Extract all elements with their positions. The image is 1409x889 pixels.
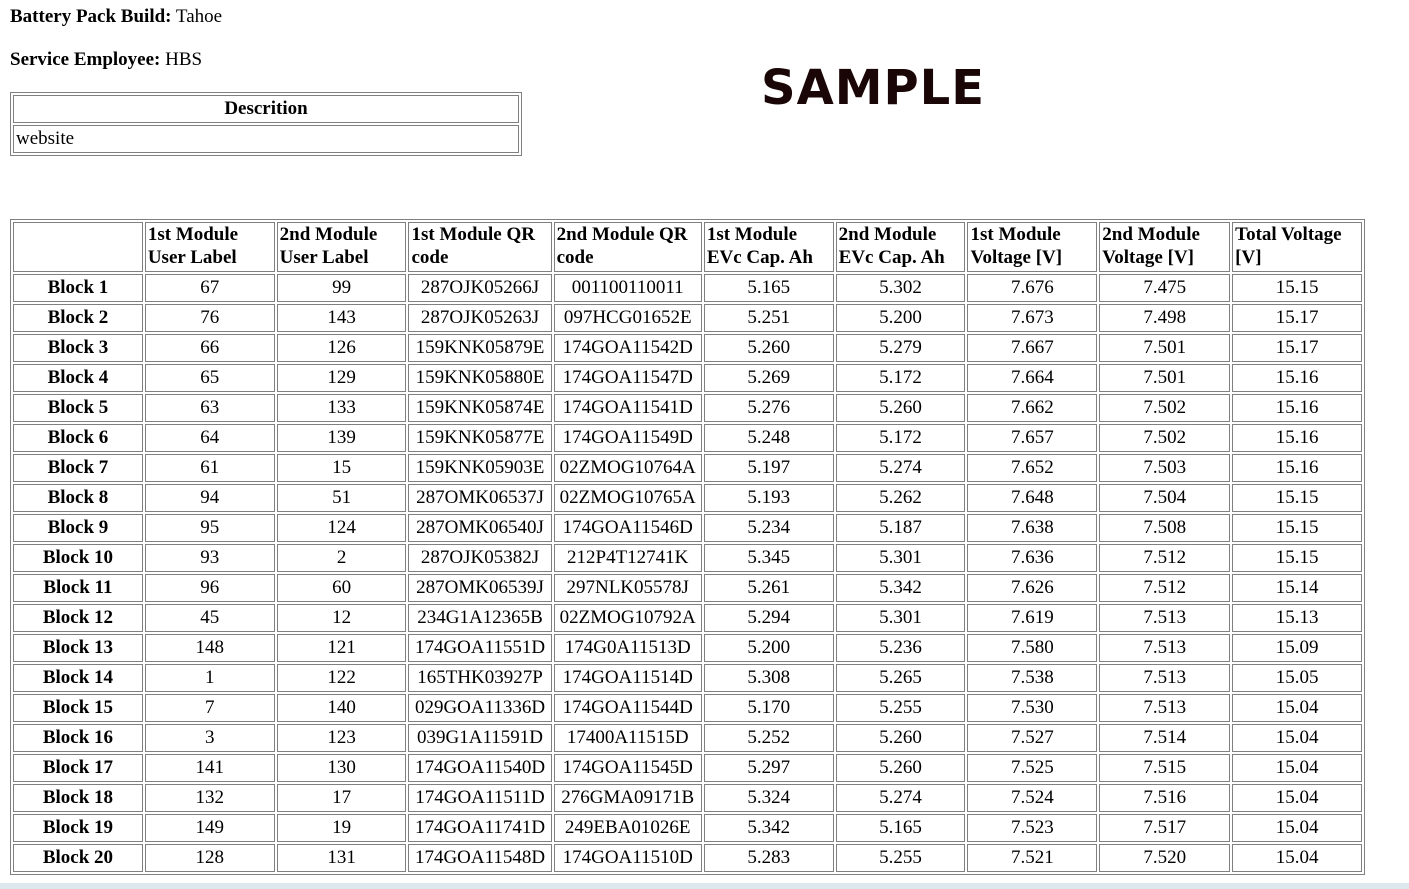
table-cell: 5.165 — [704, 274, 834, 302]
table-cell: 15.15 — [1232, 274, 1362, 302]
table-cell: 7.508 — [1099, 514, 1230, 542]
column-header: 2nd Module Voltage [V] — [1099, 222, 1230, 272]
table-row — [13, 454, 1362, 482]
table-cell: 5.255 — [836, 694, 966, 722]
block-label-cell: Block 18 — [13, 784, 143, 812]
battery-pack-build-value: Tahoe — [175, 6, 223, 27]
table-cell: 7.523 — [967, 814, 1097, 842]
table-cell: 12 — [277, 604, 407, 632]
table-cell: 5.260 — [836, 394, 966, 422]
table-cell: 15.13 — [1232, 604, 1362, 632]
table-cell: 5.197 — [704, 454, 834, 482]
table-cell: 5.260 — [836, 724, 966, 752]
battery-pack-build-line — [10, 6, 222, 28]
table-cell: 5.200 — [704, 634, 834, 662]
table-cell: 5.297 — [704, 754, 834, 782]
table-cell: 45 — [145, 604, 275, 632]
table-cell: 15.17 — [1232, 304, 1362, 332]
table-cell: 67 — [145, 274, 275, 302]
table-cell: 51 — [277, 484, 407, 512]
block-label-cell: Block 5 — [13, 394, 143, 422]
table-cell: 126 — [277, 334, 407, 362]
table-cell: 7.662 — [967, 394, 1097, 422]
table-cell: 7.525 — [967, 754, 1097, 782]
column-header: Total Voltage [V] — [1232, 222, 1362, 272]
table-cell: 5.324 — [704, 784, 834, 812]
table-cell: 7.503 — [1099, 454, 1230, 482]
block-label-cell: Block 11 — [13, 574, 143, 602]
table-cell: 5.345 — [704, 544, 834, 572]
table-row — [13, 574, 1362, 602]
table-cell: 140 — [277, 694, 407, 722]
block-label-cell: Block 9 — [13, 514, 143, 542]
table-cell: 234G1A12365B — [408, 604, 551, 632]
table-cell: 7.515 — [1099, 754, 1230, 782]
table-cell: 15.17 — [1232, 334, 1362, 362]
table-cell: 159KNK05880E — [408, 364, 551, 392]
block-label-cell: Block 3 — [13, 334, 143, 362]
block-label-cell: Block 19 — [13, 814, 143, 842]
table-cell: 5.279 — [836, 334, 966, 362]
table-cell: 7.652 — [967, 454, 1097, 482]
table-cell: 130 — [277, 754, 407, 782]
table-cell: 029GOA11336D — [408, 694, 551, 722]
table-cell: 7.580 — [967, 634, 1097, 662]
table-row — [13, 334, 1362, 362]
table-cell: 5.255 — [836, 844, 966, 872]
column-header: 1st Module EVc Cap. Ah — [704, 222, 834, 272]
table-cell: 249EBA01026E — [554, 814, 702, 842]
table-row — [13, 754, 1362, 782]
block-label-cell: Block 1 — [13, 274, 143, 302]
table-cell: 7.673 — [967, 304, 1097, 332]
table-cell: 7.530 — [967, 694, 1097, 722]
table-cell: 15.16 — [1232, 454, 1362, 482]
table-cell: 129 — [277, 364, 407, 392]
table-cell: 66 — [145, 334, 275, 362]
table-cell: 94 — [145, 484, 275, 512]
table-cell: 276GMA09171B — [554, 784, 702, 812]
table-row — [13, 724, 1362, 752]
table-cell: 7.657 — [967, 424, 1097, 452]
table-cell: 287OJK05382J — [408, 544, 551, 572]
table-cell: 15.04 — [1232, 724, 1362, 752]
table-cell: 297NLK05578J — [554, 574, 702, 602]
table-cell: 159KNK05903E — [408, 454, 551, 482]
block-label-cell: Block 8 — [13, 484, 143, 512]
table-cell: 7.638 — [967, 514, 1097, 542]
table-cell: 5.262 — [836, 484, 966, 512]
table-row — [13, 394, 1362, 422]
table-cell: 133 — [277, 394, 407, 422]
table-cell: 174GOA11544D — [554, 694, 702, 722]
table-cell: 15.04 — [1232, 754, 1362, 782]
table-cell: 7.501 — [1099, 364, 1230, 392]
column-header-blank — [13, 222, 143, 272]
table-cell: 5.260 — [836, 754, 966, 782]
table-cell: 17 — [277, 784, 407, 812]
table-cell: 15.15 — [1232, 544, 1362, 572]
table-cell: 15.16 — [1232, 424, 1362, 452]
table-cell: 15.16 — [1232, 364, 1362, 392]
table-row — [13, 364, 1362, 392]
table-cell: 174GOA11546D — [554, 514, 702, 542]
table-cell: 93 — [145, 544, 275, 572]
table-cell: 61 — [145, 454, 275, 482]
table-cell: 174GOA11510D — [554, 844, 702, 872]
table-cell: 15.04 — [1232, 814, 1362, 842]
table-cell: 174GOA11542D — [554, 334, 702, 362]
table-row — [13, 544, 1362, 572]
table-cell: 15.04 — [1232, 844, 1362, 872]
table-cell: 60 — [277, 574, 407, 602]
table-cell: 159KNK05877E — [408, 424, 551, 452]
service-employee-value: HBS — [165, 49, 203, 70]
column-header: 1st Module QR code — [408, 222, 551, 272]
table-cell: 143 — [277, 304, 407, 332]
table-cell: 1 — [145, 664, 275, 692]
table-cell: 02ZMOG10765A — [554, 484, 702, 512]
table-row — [13, 814, 1362, 842]
block-label-cell: Block 4 — [13, 364, 143, 392]
table-cell: 287OJK05263J — [408, 304, 551, 332]
description-heading: Descrition — [13, 95, 519, 123]
table-cell: 174GOA11548D — [408, 844, 551, 872]
battery-pack-build-label: Battery Pack Build: — [10, 6, 172, 27]
table-cell: 5.342 — [704, 814, 834, 842]
table-row — [13, 304, 1362, 332]
table-cell: 96 — [145, 574, 275, 602]
table-cell: 15.16 — [1232, 394, 1362, 422]
block-label-cell: Block 16 — [13, 724, 143, 752]
table-cell: 5.301 — [836, 604, 966, 632]
table-cell: 7.513 — [1099, 664, 1230, 692]
table-cell: 7.514 — [1099, 724, 1230, 752]
table-cell: 148 — [145, 634, 275, 662]
table-cell: 5.308 — [704, 664, 834, 692]
table-cell: 7.538 — [967, 664, 1097, 692]
table-cell: 5.261 — [704, 574, 834, 602]
block-label-cell: Block 6 — [13, 424, 143, 452]
table-cell: 17400A11515D — [554, 724, 702, 752]
table-cell: 7.636 — [967, 544, 1097, 572]
table-cell: 7.527 — [967, 724, 1097, 752]
table-cell: 124 — [277, 514, 407, 542]
table-cell: 02ZMOG10764A — [554, 454, 702, 482]
table-cell: 174GOA11547D — [554, 364, 702, 392]
table-cell: 5.269 — [704, 364, 834, 392]
table-cell: 5.165 — [836, 814, 966, 842]
table-cell: 5.302 — [836, 274, 966, 302]
table-cell: 5.236 — [836, 634, 966, 662]
table-cell: 7.626 — [967, 574, 1097, 602]
table-cell: 7.513 — [1099, 634, 1230, 662]
table-cell: 039G1A11591D — [408, 724, 551, 752]
battery-blocks-table — [10, 219, 1365, 875]
column-header: 2nd Module User Label — [277, 222, 407, 272]
table-cell: 159KNK05874E — [408, 394, 551, 422]
table-row — [13, 424, 1362, 452]
table-cell: 7.664 — [967, 364, 1097, 392]
table-cell: 7.667 — [967, 334, 1097, 362]
table-cell: 7.619 — [967, 604, 1097, 632]
table-cell: 5.172 — [836, 364, 966, 392]
table-cell: 7.520 — [1099, 844, 1230, 872]
table-cell: 15.04 — [1232, 694, 1362, 722]
column-header: 2nd Module QR code — [554, 222, 702, 272]
table-cell: 5.252 — [704, 724, 834, 752]
table-cell: 5.342 — [836, 574, 966, 602]
table-cell: 5.276 — [704, 394, 834, 422]
table-cell: 7.516 — [1099, 784, 1230, 812]
table-row — [13, 484, 1362, 512]
table-cell: 131 — [277, 844, 407, 872]
table-cell: 174GOA11514D — [554, 664, 702, 692]
table-cell: 7.524 — [967, 784, 1097, 812]
table-cell: 5.265 — [836, 664, 966, 692]
table-cell: 174G0A11513D — [554, 634, 702, 662]
table-cell: 2 — [277, 544, 407, 572]
table-cell: 174GOA11541D — [554, 394, 702, 422]
block-label-cell: Block 20 — [13, 844, 143, 872]
block-label-cell: Block 12 — [13, 604, 143, 632]
table-cell: 7.513 — [1099, 604, 1230, 632]
table-cell: 7 — [145, 694, 275, 722]
table-cell: 5.283 — [704, 844, 834, 872]
table-cell: 287OMK06537J — [408, 484, 551, 512]
table-cell: 287OMK06539J — [408, 574, 551, 602]
table-cell: 7.512 — [1099, 574, 1230, 602]
table-row — [13, 634, 1362, 662]
table-cell: 63 — [145, 394, 275, 422]
column-header: 2nd Module EVc Cap. Ah — [836, 222, 966, 272]
table-cell: 3 — [145, 724, 275, 752]
table-cell: 7.475 — [1099, 274, 1230, 302]
table-cell: 02ZMOG10792A — [554, 604, 702, 632]
table-cell: 174GOA11511D — [408, 784, 551, 812]
table-cell: 15.09 — [1232, 634, 1362, 662]
table-cell: 7.504 — [1099, 484, 1230, 512]
table-cell: 76 — [145, 304, 275, 332]
table-cell: 7.502 — [1099, 394, 1230, 422]
table-cell: 7.676 — [967, 274, 1097, 302]
table-cell: 165THK03927P — [408, 664, 551, 692]
sample-watermark: SAMPLE — [761, 60, 986, 116]
table-header-row — [13, 222, 1362, 272]
table-cell: 132 — [145, 784, 275, 812]
table-cell: 5.274 — [836, 784, 966, 812]
block-label-cell: Block 2 — [13, 304, 143, 332]
table-cell: 7.502 — [1099, 424, 1230, 452]
table-cell: 174GOA11549D — [554, 424, 702, 452]
table-cell: 5.248 — [704, 424, 834, 452]
table-cell: 121 — [277, 634, 407, 662]
table-cell: 174GOA11741D — [408, 814, 551, 842]
table-cell: 7.498 — [1099, 304, 1230, 332]
table-cell: 149 — [145, 814, 275, 842]
block-label-cell: Block 7 — [13, 454, 143, 482]
table-cell: 174GOA11545D — [554, 754, 702, 782]
table-cell: 5.200 — [836, 304, 966, 332]
table-row — [13, 664, 1362, 692]
table-cell: 5.172 — [836, 424, 966, 452]
table-cell: 7.513 — [1099, 694, 1230, 722]
table-cell: 122 — [277, 664, 407, 692]
table-cell: 99 — [277, 274, 407, 302]
table-cell: 65 — [145, 364, 275, 392]
table-row — [13, 514, 1362, 542]
block-label-cell: Block 17 — [13, 754, 143, 782]
table-cell: 15.14 — [1232, 574, 1362, 602]
block-label-cell: Block 13 — [13, 634, 143, 662]
table-cell: 212P4T12741K — [554, 544, 702, 572]
table-cell: 15.04 — [1232, 784, 1362, 812]
table-cell: 5.301 — [836, 544, 966, 572]
table-cell: 123 — [277, 724, 407, 752]
table-cell: 5.274 — [836, 454, 966, 482]
table-cell: 15.15 — [1232, 514, 1362, 542]
table-cell: 174GOA11551D — [408, 634, 551, 662]
table-cell: 7.501 — [1099, 334, 1230, 362]
table-cell: 95 — [145, 514, 275, 542]
block-label-cell: Block 10 — [13, 544, 143, 572]
table-cell: 287OMK06540J — [408, 514, 551, 542]
table-cell: 19 — [277, 814, 407, 842]
table-cell: 5.260 — [704, 334, 834, 362]
table-cell: 097HCG01652E — [554, 304, 702, 332]
table-cell: 5.251 — [704, 304, 834, 332]
table-cell: 174GOA11540D — [408, 754, 551, 782]
description-value: website — [13, 125, 519, 153]
table-cell: 5.234 — [704, 514, 834, 542]
table-cell: 139 — [277, 424, 407, 452]
table-cell: 287OJK05266J — [408, 274, 551, 302]
block-label-cell: Block 14 — [13, 664, 143, 692]
column-header: 1st Module Voltage [V] — [967, 222, 1097, 272]
table-row — [13, 844, 1362, 872]
service-employee-line — [10, 49, 202, 71]
table-cell: 15 — [277, 454, 407, 482]
description-table — [10, 92, 522, 156]
bottom-edge-strip — [0, 883, 1409, 889]
table-row — [13, 274, 1362, 302]
column-header: 1st Module User Label — [145, 222, 275, 272]
table-cell: 15.05 — [1232, 664, 1362, 692]
table-cell: 7.521 — [967, 844, 1097, 872]
table-cell: 128 — [145, 844, 275, 872]
table-cell: 001100110011 — [554, 274, 702, 302]
table-cell: 7.512 — [1099, 544, 1230, 572]
table-row — [13, 694, 1362, 722]
table-row — [13, 784, 1362, 812]
block-label-cell: Block 15 — [13, 694, 143, 722]
table-cell: 15.15 — [1232, 484, 1362, 512]
table-cell: 141 — [145, 754, 275, 782]
table-cell: 5.170 — [704, 694, 834, 722]
table-cell: 7.648 — [967, 484, 1097, 512]
table-cell: 5.294 — [704, 604, 834, 632]
table-body — [13, 274, 1362, 872]
table-cell: 5.193 — [704, 484, 834, 512]
table-cell: 7.517 — [1099, 814, 1230, 842]
table-cell: 159KNK05879E — [408, 334, 551, 362]
table-cell: 5.187 — [836, 514, 966, 542]
table-cell: 64 — [145, 424, 275, 452]
service-employee-label: Service Employee: — [10, 49, 161, 70]
table-row — [13, 604, 1362, 632]
